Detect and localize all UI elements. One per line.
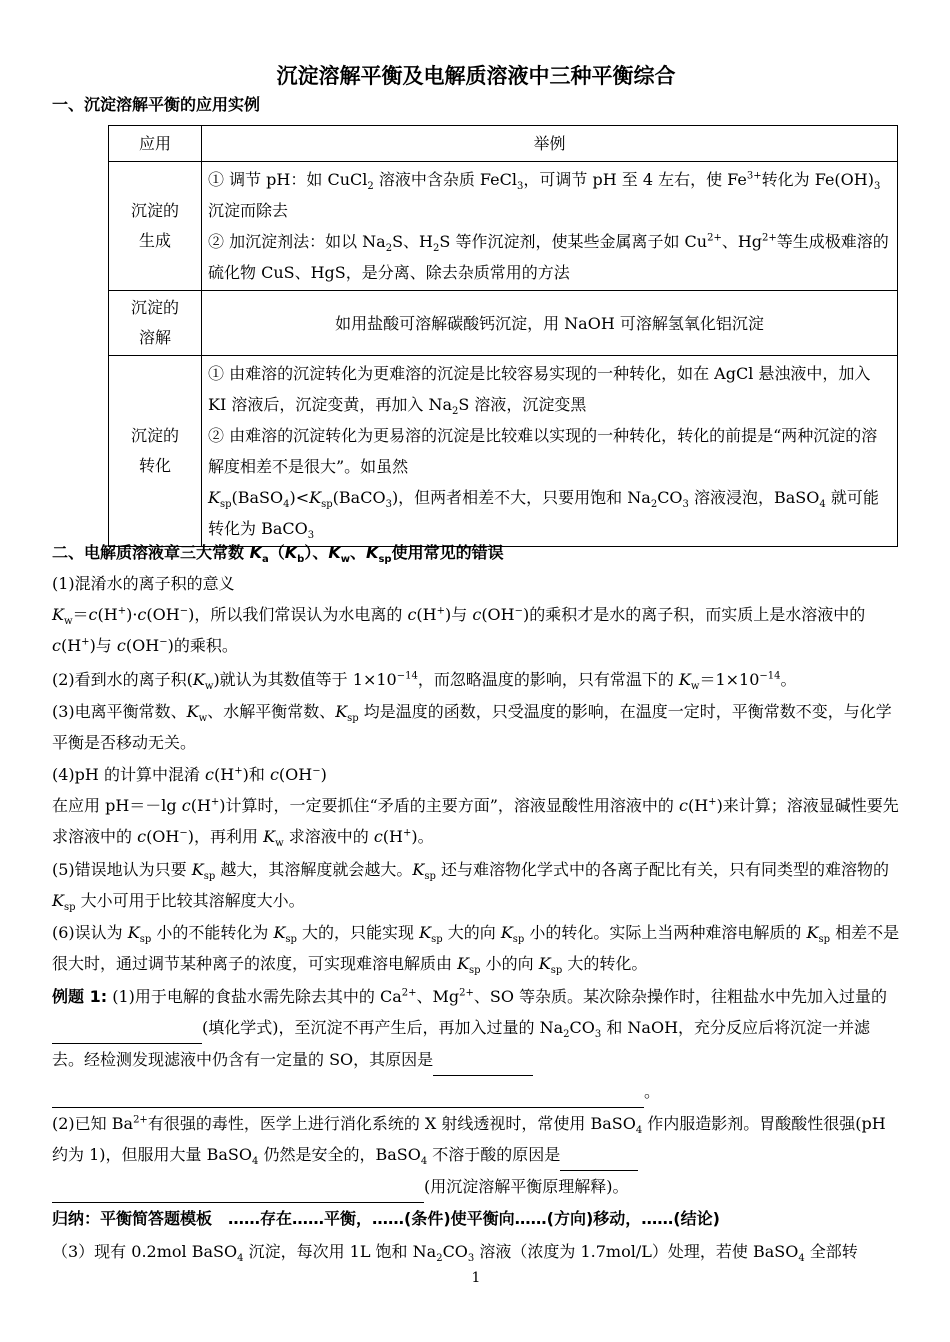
answer-blank-3[interactable] [560,1139,638,1171]
row-content-dissolution: 如用盐酸可溶解碳酸钙沉淀，用 NaOH 可溶解氢氧化铝沉淀 [202,291,898,356]
section2-heading: 二、电解质溶液章三大常数 $K_a(K_b)$、$K_w$、$K_{sp}$使用常见的错误 [52,543,504,566]
error-5: (5)错误地认为只要 $K_{sp}$ 越大，其溶解度就会越大。$K_{sp}$ 还与难溶物化学式中的各离子配比有关，只有同类型的难溶物的 $K_{sp}$ 大小可用于比较其溶解度大小。 [52,860,889,914]
table-row [109,162,898,291]
error-4-body: 在应用 pH＝－lg c(H+)计算时，一定要抓住“矛盾的主要方面”，溶液显酸性用溶液中的 c(H+)来计算；溶液显碱性要先求溶液中的 c(OH−)，再利用 $K_w$ 求溶液中的 c(H+)。 [52,796,899,850]
example-1-part3: （3）现有 0.2mol BaSO$_4$ 沉淀，每次用 1L 饱和 $Na_2CO_3$ 溶液（浓度为 1.7mol/L）处理，若使 BaSO$_4$ 全部转 [52,1242,858,1265]
page-number: 1 [471,1270,481,1286]
row-label-dissolution: 沉淀的 溶解 [109,291,202,356]
answer-blank-1[interactable] [52,1012,202,1044]
table-header-row [109,126,898,162]
answer-blank-2-cont[interactable] [52,1076,644,1108]
error-1-title: (1)混淆水的离子积的意义 [52,574,235,593]
row-content-conversion: ① 由难溶的沉淀转化为更难溶的沉淀是比较容易实现的一种转化，如在 AgCl 悬浊液中，加入 KI 溶液后，沉淀变黄，再加入 $Na_2S$ 溶液，沉淀变黑 ② 由难溶的沉淀转化为更易溶的沉淀是比较难以实现的一种转化，转化的前提是“两种沉淀的溶解度相差不是很大”。如虽然 $K_{sp}(BaSO_4)<K_{sp}(BaCO_3)$，但两者相差不大，只要用饱和 $Na_2CO_3$ 溶液浸泡，BaSO$_4$ 就可能转化为 BaCO$_3$ [202,356,898,547]
row-label-conversion: 沉淀的 转化 [109,356,202,547]
table-header-col2: 举例 [202,126,898,162]
error-1-body: $K_w=c(H^+)\cdot c(OH^-)$，所以我们常误认为水电离的 c(H+)与 c(OH−)的乘积才是水的离子积，而实质上是水溶液中的 c(H+)与 c(OH−)的乘积。 [52,605,866,655]
section1-heading: 一、沉淀溶解平衡的应用实例 [52,95,261,114]
error-2: (2)看到水的离子积$(K_w)$就认为其数值等于 $1\times 10^{-14}$，而忽略温度的影响，只有常温下的 $K_w=1\times 10^{-14}$。 [52,670,797,693]
example-label: 例题 1: [52,987,108,1006]
example-1-part1: 例题 1: (1)用于电解的食盐水需先除去其中的 $Ca^{2+}$、$Mg^{2+}$、SO 等杂质。某次除杂操作时，往粗盐水中先加入过量的 (填化学式)，至沉淀不再产生后，再加入过量的 $Na_2CO_3$ 和 NaOH，充分反应后将沉淀一并滤去。经检测发现滤液中仍含有一定量的 SO，其原因是 。 [52,981,900,1108]
error-4-title: (4)pH 的计算中混淆 c(H+)和 c(OH−) [52,765,327,784]
application-table [108,125,898,547]
error-3: (3)电离平衡常数、$K_w$、水解平衡常数、$K_{sp}$ 均是温度的函数，只受温度的影响，在温度一定时，平衡常数不变，与化学平衡是否移动无关。 [52,702,892,752]
summary-template: 归纳：平衡简答题模板 ……存在……平衡，……(条件)使平衡向……(方向)移动，……(结论) [52,1209,720,1228]
row-label-formation: 沉淀的 生成 [109,162,202,291]
answer-blank-3-cont[interactable] [52,1171,424,1203]
table-row [109,291,898,356]
example-1-part2: (2)已知 $Ba^{2+}$有很强的毒性，医学上进行消化系统的 X 射线透视时，常使用 BaSO$_4$ 作内服造影剂。胃酸酸性很强(pH 约为 1)，但服用大量 BaSO$_4$ 仍然是安全的，BaSO$_4$ 不溶于酸的原因是 (用沉淀溶解平衡原理解释)。 [52,1108,900,1203]
page-title: 沉淀溶解平衡及电解质溶液中三种平衡综合 [276,64,676,88]
answer-blank-2[interactable] [433,1044,533,1076]
table-header-col1: 应用 [109,126,202,162]
row-content-formation: ① 调节 pH：如 CuCl$_2$ 溶液中含杂质 FeCl$_3$，可调节 pH 至 4 左右，使 $Fe^{3+}$转化为 $Fe(OH)_3$ 沉淀而除去 ② 加沉淀剂法：如以 $Na_2S$、$H_2S$ 等作沉淀剂，使某些金属离子如 $Cu^{2+}$、$Hg^{2+}$等生成极难溶的硫化物 CuS、HgS，是分离、除去杂质常用的方法 [202,162,898,291]
table-row [109,356,898,547]
error-6: (6)误认为 $K_{sp}$ 小的不能转化为 $K_{sp}$ 大的，只能实现 $K_{sp}$ 大的向 $K_{sp}$ 小的转化。实际上当两种难溶电解质的 $K_{sp}$ 相差不是很大时，通过调节某种离子的浓度，可实现难溶电解质由 $K_{sp}$ 小的向 $K_{sp}$ 大的转化。 [52,923,900,977]
